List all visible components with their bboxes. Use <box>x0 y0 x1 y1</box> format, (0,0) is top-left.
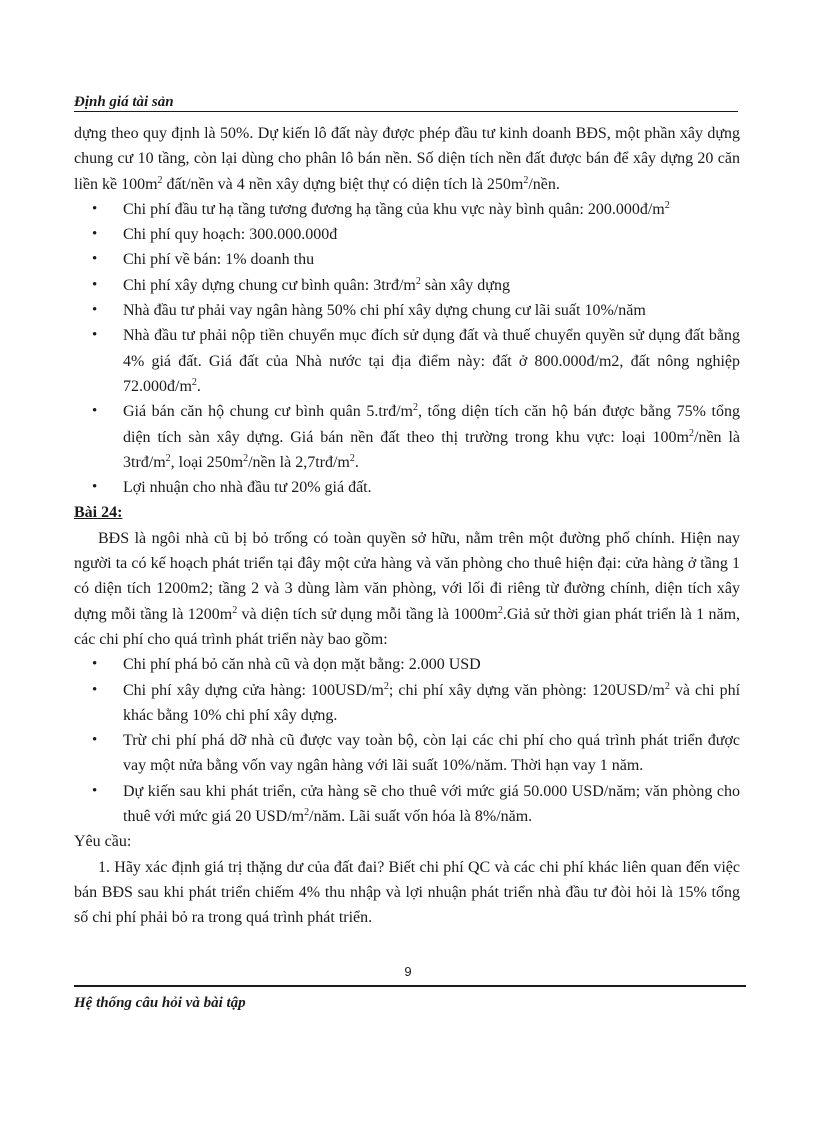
list-item-text: Nhà đầu tư phải nộp tiền chuyển mục đích sử dụng đất và thuế chuyển quyền sử dụng đất bằng 4% giá đất. Giá đất của Nhà nước tại địa điểm này: đất ở 800.000đ/m2, đất nông nghiệp 72.000đ/m <box>123 327 740 395</box>
intro-text-1: dựng theo quy định là 50%. Dự kiến lô đất này được phép đầu tư kinh doanh BĐS, một phần xây dựng chung cư 10 tầng, còn lại dùng cho phân lô bán nền. Số diện tích nền đất được bán để xây dựng 20 căn liền kề 100m <box>74 125 740 193</box>
bullet-icon: • <box>92 327 98 344</box>
list-item <box>74 298 740 323</box>
list-item-text: và chi phí khác bằng 10% chi phí xây dựng. <box>123 681 741 724</box>
bullet-icon: • <box>92 656 98 673</box>
superscript: 2 <box>664 199 670 211</box>
bullet-icon: • <box>92 782 98 799</box>
list-item-text: Nhà đầu tư phải vay ngân hàng 50% chi phí xây dựng chung cư lãi suất 10%/năm <box>123 302 646 320</box>
list-item <box>74 323 740 399</box>
superscript: 2 <box>689 427 694 439</box>
list-item-text: Chi phí phá bỏ căn nhà cũ và dọn mặt bằng: 2.000 USD <box>123 656 481 674</box>
list-item-text: . <box>354 453 359 471</box>
superscript: 2 <box>349 452 355 464</box>
header-divider <box>74 111 738 112</box>
list-item-text: Trừ chi phí phá dỡ nhà cũ được vay toàn bộ, còn lại các chi phí cho quá trình phát triển được vay một nửa bằng vốn vay ngân hàng với lãi suất 10%/năm. Thời hạn vay 1 năm. <box>123 732 740 775</box>
bullet-icon: • <box>92 403 98 420</box>
exercise-text-2: và diện tích sử dụng mỗi tầng là 1000m <box>237 605 498 623</box>
intro-paragraph <box>74 121 740 197</box>
superscript: 2 <box>415 275 421 287</box>
bullet-icon: • <box>92 200 98 217</box>
superscript: 2 <box>243 452 249 464</box>
requirement-item-1: 1. Hãy xác định giá trị thặng dư của đất đai? Biết chi phí QC và các chi phí khác liên quan đến việc bán BĐS sau khi phát triển chiếm 4% thu nhập và lợi nhuận phát triển nhà đầu tư đòi hỏi là 15% tổng số chi phí phải bỏ ra trong quá trình phát triển. <box>74 858 740 927</box>
superscript: 2 <box>383 680 389 692</box>
superscript: 2 <box>412 402 418 414</box>
superscript: 2 <box>157 174 163 186</box>
superscript: 2 <box>165 452 171 464</box>
list-item <box>74 652 740 677</box>
list-item <box>74 222 740 247</box>
list-item-text: /nền là 2,7trđ/m <box>248 453 350 471</box>
list-item-text: Dự kiến sau khi phát triển, cửa hàng sẽ cho thuê với mức giá 50.000 USD/năm; văn phòng cho thuê với mức giá 20 USD/m <box>123 782 740 826</box>
bullet-icon: • <box>92 276 98 293</box>
footer-divider <box>74 985 746 987</box>
list-item <box>74 399 740 475</box>
list-item-text: Chi phí xây dựng chung cư bình quân: 3trđ/m <box>123 276 416 294</box>
cost-list-1 <box>74 197 740 501</box>
superscript: 2 <box>497 604 503 616</box>
bullet-icon: • <box>92 226 98 243</box>
running-header: Định giá tài sản <box>74 94 174 110</box>
list-item <box>74 475 740 500</box>
exercise-title: Bài 24: <box>74 504 123 522</box>
list-item-text: ; chi phí xây dựng văn phòng: 120USD/m <box>388 681 665 699</box>
list-item-text: Lợi nhuận cho nhà đầu tư 20% giá đất. <box>123 479 372 497</box>
list-item-text: Chi phí đầu tư hạ tầng tương đương hạ tầng của khu vực này bình quân: 200.000đ/m <box>123 200 665 218</box>
superscript: 2 <box>523 174 529 186</box>
intro-text-2: đất/nền và 4 nền xây dựng biệt thự có diện tích là 250m <box>162 175 524 193</box>
bullet-icon: • <box>92 732 98 749</box>
superscript: 2 <box>304 807 310 819</box>
superscript: 2 <box>664 680 670 692</box>
list-item-text: Chi phí về bán: 1% doanh thu <box>123 251 315 269</box>
list-item <box>74 247 740 272</box>
list-item <box>74 273 740 298</box>
list-item-text: /nền là 3trđ/m <box>123 428 741 471</box>
list-item-text: Chi phí xây dựng cửa hàng: 100USD/m <box>123 681 384 699</box>
page-number: 9 <box>404 964 412 979</box>
list-item <box>74 197 740 222</box>
bullet-icon: • <box>92 681 98 698</box>
list-item <box>74 779 740 830</box>
intro-text-3: /nền. <box>528 175 560 193</box>
list-item-text: Giá bán căn hộ chung cư bình quân 5.trđ/m <box>123 403 413 421</box>
list-item <box>74 678 740 729</box>
list-item-text: , loại 250m <box>170 453 244 471</box>
running-footer: Hệ thống câu hỏi và bài tập <box>74 995 246 1011</box>
requirement-label: Yêu cầu: <box>74 833 132 851</box>
exercise-text-3: .Giả sử thời gian phát triển là 1 năm, các chi phí cho quá trình phát triển này bao gồm: <box>74 605 741 648</box>
superscript: 2 <box>191 376 197 388</box>
list-item-text: sàn xây dựng <box>420 276 510 294</box>
list-item-text: Chi phí quy hoạch: 300.000.000đ <box>123 226 338 244</box>
page-content <box>74 121 740 931</box>
superscript: 2 <box>232 604 238 616</box>
list-item-text: /năm. Lãi suất vốn hóa là 8%/năm. <box>309 808 533 826</box>
bullet-icon: • <box>92 251 98 268</box>
bullet-icon: • <box>92 479 98 496</box>
list-item-text: . <box>196 377 201 395</box>
cost-list-2 <box>74 652 740 829</box>
exercise-paragraph <box>74 526 740 652</box>
exercise-heading <box>74 500 740 525</box>
list-item <box>74 728 740 779</box>
bullet-icon: • <box>92 302 98 319</box>
list-item-text: , tổng diện tích căn hộ bán được bằng 75% tổng diện tích sàn xây dựng. Giá bán nền đất theo thị trường trong khu vực: loại 100m <box>123 403 740 446</box>
exercise-text-1: BĐS là ngôi nhà cũ bị bỏ trống có toàn quyền sở hữu, nằm trên một đường phố chính. Hiện nay người ta có kế hoạch phát triển tại đây một cửa hàng và văn phòng cho thuê hiện đại: cửa hàng ở tầng 1 có diện tích 1200m2; tầng 2 và 3 dùng làm văn phòng, với lối đi riêng từ đường chính, diện tích xây dựng mỗi tầng là 1200m <box>74 529 740 623</box>
